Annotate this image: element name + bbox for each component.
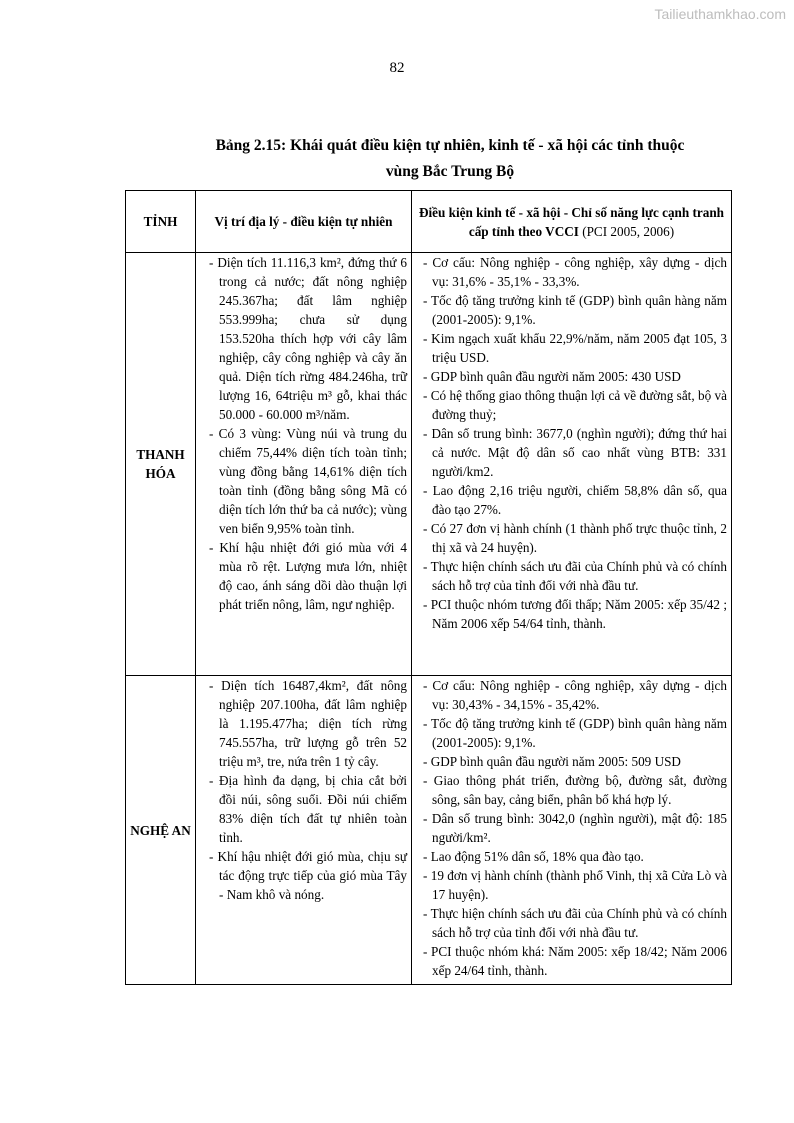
table-header-row — [126, 191, 732, 253]
header-natural: Vị trí địa lý - điều kiện tự nhiên — [196, 191, 412, 253]
list-item: - Cơ cấu: Nông nghiệp - công nghiệp, xây dựng - dịch vụ: 31,6% - 35,1% - 33,3%. — [423, 255, 727, 289]
economic-conditions-cell — [412, 253, 732, 676]
economic-bullet-list — [416, 676, 727, 980]
list-item: - Tốc độ tăng trưởng kinh tế (GDP) bình quân hàng năm (2001-2005): 9,1%. — [423, 293, 727, 327]
list-item: - Tốc độ tăng trưởng kinh tế (GDP) bình quân hàng năm (2001-2005): 9,1%. — [423, 716, 727, 750]
list-item: - Thực hiện chính sách ưu đãi của Chính phủ và có chính sách hỗ trợ của tỉnh đối với nhà đầu tư. — [423, 906, 727, 940]
header-economic-bold: Điều kiện kinh tế - xã hội - Chỉ số năng lực cạnh tranh cấp tỉnh theo VCCI — [418, 204, 725, 239]
header-economic — [412, 191, 732, 253]
list-item: - 19 đơn vị hành chính (thành phố Vinh, thị xã Cửa Lò và 17 huyện). — [423, 868, 727, 902]
list-item: - Khí hậu nhiệt đới gió mùa với 4 mùa rõ rệt. Lượng mưa lớn, nhiệt độ cao, ánh sáng dồi dào thuận lợi phát triển nông, lâm, ngư nghiệp. — [209, 540, 407, 612]
table-title-line2: vùng Bắc Trung Bộ — [385, 163, 515, 180]
list-item: - Khí hậu nhiệt đới gió mùa, chịu sự tác động trực tiếp của gió mùa Tây - Nam khô và nóng. — [209, 849, 407, 902]
list-item: - Lao động 2,16 triệu người, chiếm 58,8% dân số, qua đào tạo 27%. — [423, 483, 727, 517]
list-item: - Có hệ thống giao thông thuận lợi cả về đường sắt, bộ và đường thuỷ; — [423, 388, 727, 422]
table-row — [126, 253, 732, 676]
list-item: - PCI thuộc nhóm khá: Năm 2005: xếp 18/42; Năm 2006 xếp 24/64 tỉnh, thành. — [423, 944, 727, 978]
table-title-line1: Bảng 2.15: Khái quát điều kiện tự nhiên, kinh tế - xã hội các tỉnh thuộc — [215, 137, 685, 154]
list-item: - Dân số trung bình: 3677,0 (nghìn người); đứng thứ hai cả nước. Mật độ dân số cao nhất vùng BTB: 331 người/km2. — [423, 426, 727, 479]
list-item: - Giao thông phát triển, đường bộ, đường sắt, đường sông, sân bay, cảng biển, phân bố khá hợp lý. — [423, 773, 727, 807]
province-name: NGHỆ AN — [126, 676, 196, 985]
page-number: 82 — [389, 60, 405, 76]
natural-conditions-cell — [196, 676, 412, 985]
list-item: - Dân số trung bình: 3042,0 (nghìn người), mật độ: 185 người/km². — [423, 811, 727, 845]
list-item: - Cơ cấu: Nông nghiệp - công nghiệp, xây dựng - dịch vụ: 30,43% - 34,15% - 35,42%. — [423, 678, 727, 712]
table-row — [126, 676, 732, 985]
provinces-table — [125, 190, 732, 985]
province-name: THANH HÓA — [126, 253, 196, 676]
list-item: - Địa hình đa dạng, bị chia cắt bởi đồi núi, sông suối. Đồi núi chiếm 83% diện tích đất tự nhiên toàn tỉnh. — [209, 773, 407, 845]
list-item: - Diện tích 16487,4km², đất nông nghiệp 207.100ha, đất lâm nghiệp là 1.195.477ha; diện tích rừng 745.557ha, trữ lượng gỗ trên 52 triệu m³, tre, nứa trên 1 tỷ cây. — [209, 678, 407, 769]
list-item: - Có 27 đơn vị hành chính (1 thành phố trực thuộc tỉnh, 2 thị xã và 24 huyện). — [423, 521, 727, 555]
header-economic-normal: (PCI 2005, 2006) — [582, 223, 675, 239]
list-item: - PCI thuộc nhóm tương đối thấp; Năm 2005: xếp 35/42 ; Năm 2006 xếp 54/64 tỉnh, thành. — [423, 597, 727, 631]
natural-bullet-list — [200, 676, 407, 904]
economic-bullet-list — [416, 253, 727, 633]
economic-conditions-cell — [412, 676, 732, 985]
list-item: - Diện tích 11.116,3 km², đứng thứ 6 trong cả nước; đất nông nghiệp 245.367ha; đất lâm nghiệp 553.999ha; chưa sử dụng 153.520ha thích hợp với cây lâm nghiệp, cây công nghiệp và cây ăn quả. Diện tích rừng 484.246ha, trữ lượng 16, 64triệu m³ gỗ, khai thác 50.000 - 60.000 m³/năm. — [209, 255, 407, 422]
watermark: Tailieuthamkhao.com — [654, 6, 786, 22]
list-item: - GDP bình quân đầu người năm 2005: 509 USD — [423, 754, 681, 769]
list-item: - Có 3 vùng: Vùng núi và trung du chiếm 75,44% diện tích toàn tỉnh; vùng đồng bằng 14,61% diện tích toàn tỉnh (đồng bằng sông Mã có diện tích lớn thứ ba cả nước); vùng ven biển 9,95% toàn tỉnh. — [209, 426, 407, 536]
table-title — [125, 133, 775, 185]
list-item: - Kim ngạch xuất khẩu 22,9%/năm, năm 2005 đạt 105, 3 triệu USD. — [423, 331, 727, 365]
natural-conditions-cell — [196, 253, 412, 676]
natural-bullet-list — [200, 253, 407, 614]
list-item: - GDP bình quân đầu người năm 2005: 430 USD — [423, 369, 681, 384]
list-item: - Lao động 51% dân số, 18% qua đào tạo. — [423, 849, 644, 864]
header-province: TỈNH — [126, 191, 196, 253]
list-item: - Thực hiện chính sách ưu đãi của Chính phủ và có chính sách hỗ trợ của tỉnh đối với nhà đầu tư. — [423, 559, 727, 593]
